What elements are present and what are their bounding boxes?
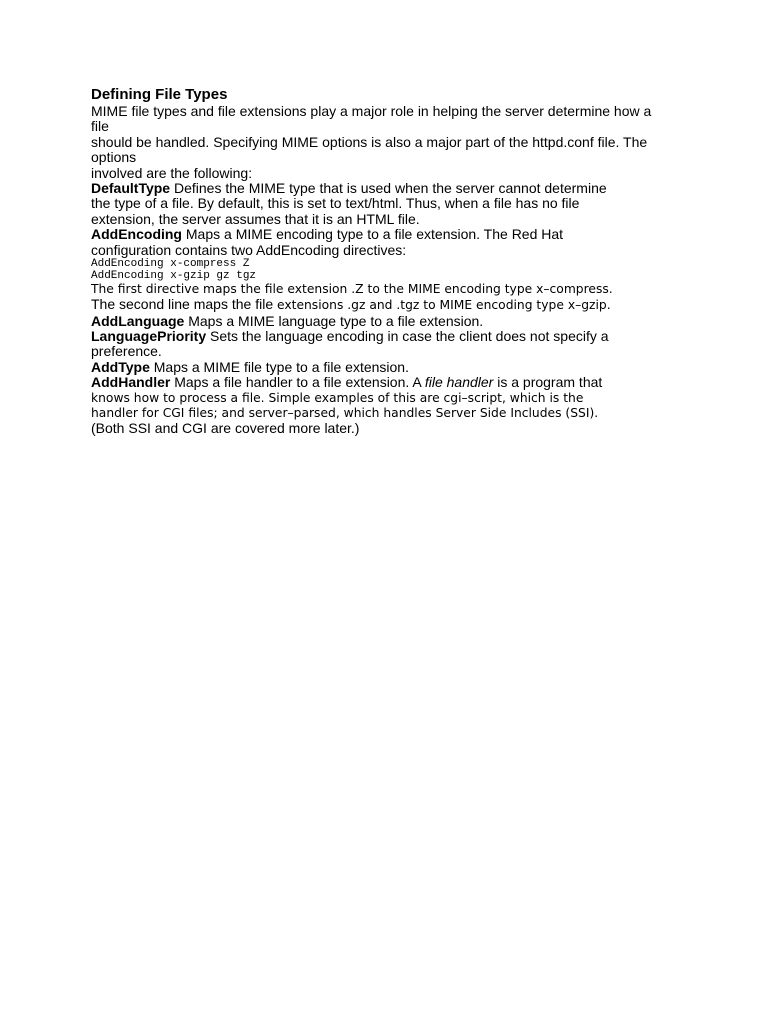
intro-line-1: MIME file types and file extensions play a major role in helping the server determine how a [91, 103, 652, 119]
section-title: Defining File Types [91, 86, 228, 103]
addhandler-italic-term: file handler [424, 374, 494, 391]
addhandler-line-1 [91, 375, 691, 390]
addencoding-line-2: configuration contains two AddEncoding directives: [91, 241, 407, 258]
addencoding-text: Maps a MIME encoding type to a file extension. The Red Hat [182, 226, 564, 243]
addencoding-note-1: The first directive maps the file extension .Z to the MIME encoding type x–compress. [91, 282, 613, 297]
addtype-term: AddType [91, 358, 150, 375]
addlanguage-text: Maps a MIME language type to a file extension. [184, 312, 484, 329]
addhandler-line-2: knows how to process a file. Simple examples of this are cgi–script, which is the [91, 390, 584, 405]
languagepriority-line-2: preference. [91, 343, 162, 360]
addhandler-text-b: is a program that [493, 374, 603, 391]
defaulttype-term: DefaultType [91, 180, 171, 197]
intro-line-3: should be handled. Specifying MIME options is also a major part of the httpd.conf file. The [91, 133, 648, 150]
closing-line: (Both SSI and CGI are covered more later.) [91, 420, 360, 437]
addtype-line [91, 360, 691, 375]
addencoding-term: AddEncoding [91, 226, 182, 243]
defaulttype-line-3: extension, the server assumes that it is an HTML file. [91, 210, 420, 227]
defaulttype-line-2: the type of a file. By default, this is set to text/html. Thus, when a file has no file [91, 195, 580, 212]
addencoding-note-2 [91, 297, 691, 313]
addencoding-line-1 [91, 227, 691, 242]
document-body [91, 86, 691, 437]
intro-line-5: involved are the following: [91, 164, 253, 181]
addhandler-text-a: Maps a file handler to a file extension. A [170, 374, 425, 391]
addlanguage-line [91, 314, 691, 329]
addhandler-term: AddHandler [91, 374, 171, 391]
intro-line-2: file [91, 118, 109, 135]
addhandler-line-3: handler for CGI files; and server–parsed, which handles Server Side Includes (SSI). [91, 405, 599, 420]
defaulttype-text: Defines the MIME type that is used when the server cannot determine [170, 180, 607, 197]
languagepriority-text: Sets the language encoding in case the client does not specify a [206, 328, 609, 345]
addtype-text: Maps a MIME file type to a file extension. [149, 358, 409, 375]
languagepriority-line-1 [91, 329, 691, 344]
code-line-2: AddEncoding x-gzip gz tgz [91, 270, 257, 283]
addencoding-note-2-start: The second line maps the file [91, 296, 277, 313]
code-line-1: AddEncoding x-compress Z [91, 258, 250, 271]
intro-line-4: options [91, 149, 137, 166]
addencoding-note-2-rest: extensions .gz and .tgz to MIME encoding type x–gzip. [277, 298, 611, 313]
defaulttype-line-1 [91, 181, 691, 196]
addlanguage-term: AddLanguage [91, 312, 185, 329]
languagepriority-term: LanguagePriority [91, 328, 207, 345]
